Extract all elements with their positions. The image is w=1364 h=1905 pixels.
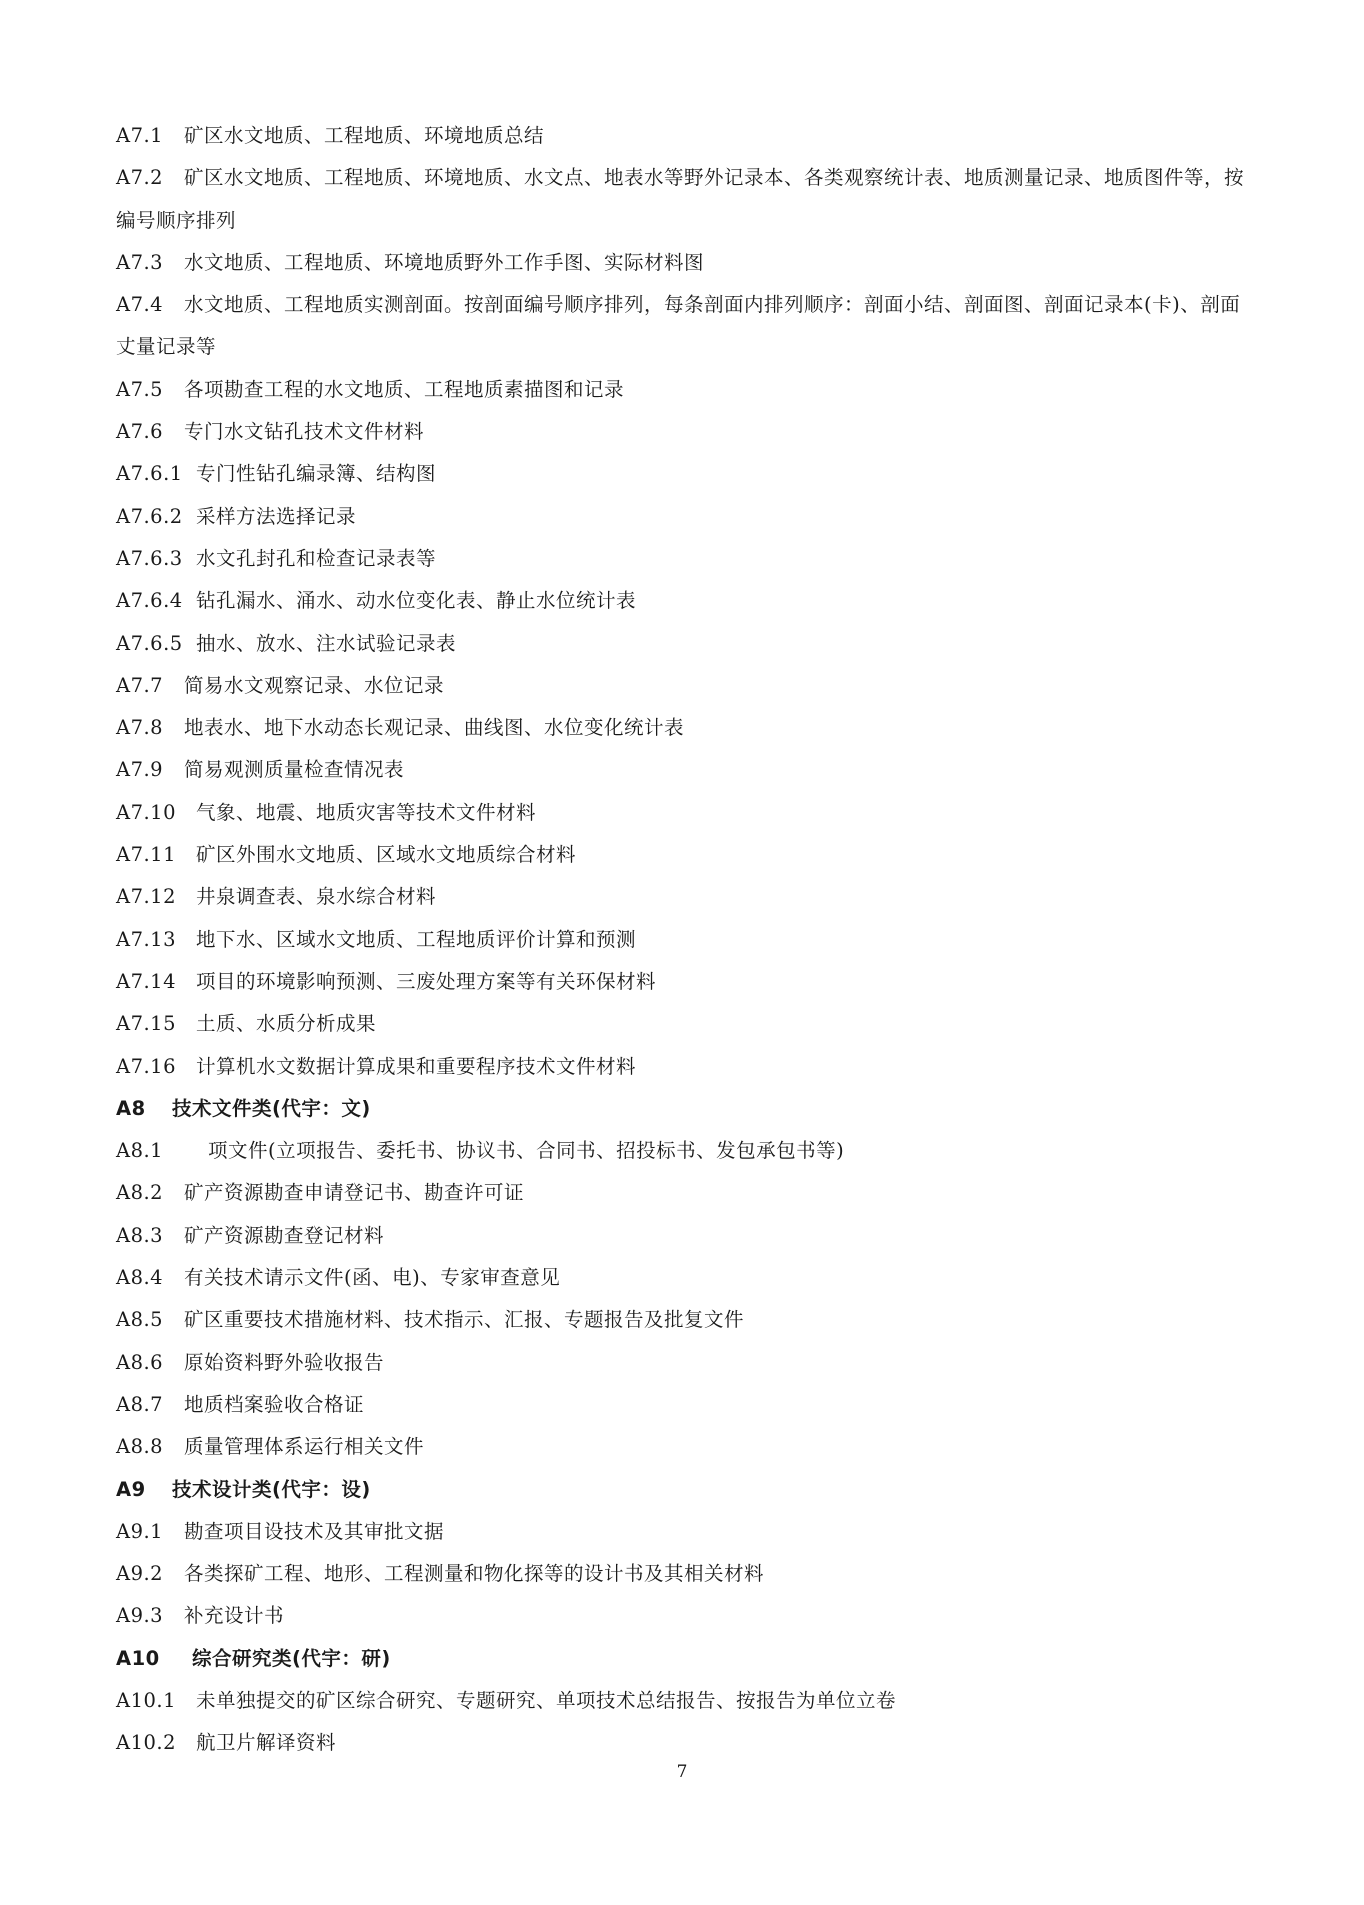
section-heading [116,1638,1246,1680]
item-text: 水文孔封孔和检查记录表等 [196,546,437,570]
item-text: 气象、地震、地质灾害等技术文件材料 [196,800,537,824]
list-item [116,665,1246,707]
item-text: 勘查项目设技术及其审批文据 [184,1519,445,1543]
item-number: A7.4 [116,293,164,317]
section-title: 综合研究类(代宇：研) [192,1646,391,1670]
item-text: 矿产资源勘查申请登记书、勘查许可证 [184,1181,525,1205]
list-item [116,538,1246,580]
list-item [116,834,1246,876]
item-number: A7.11 [116,843,177,867]
item-text: 项目的环境影响预测、三废处理方案等有关环保材料 [196,969,657,993]
list-item [116,1680,1246,1722]
item-number: A8.2 [116,1181,164,1205]
item-text: 各类探矿工程、地形、工程测量和物化探等的设计书及其相关材料 [184,1562,765,1586]
item-number: A7.16 [116,1054,177,1078]
item-text: 简易水文观察记录、水位记录 [184,673,445,697]
item-number: A8.1 [116,1139,164,1163]
item-number: A8.4 [116,1266,164,1290]
item-number: A7.3 [116,250,164,274]
item-text: 专门性钻孔编录簿、结构图 [196,462,437,486]
item-text: 原始资料野外验收报告 [184,1350,385,1374]
item-number: A10.1 [116,1688,177,1712]
item-text: 矿区水文地质、工程地质、环境地质总结 [184,124,545,147]
list-item [116,1426,1246,1468]
item-text: 矿区水文地质、工程地质、环境地质、水文点、地表水等野外记录本、各类观察统计表、地质测量记录、地质图件等，按编号顺序排列 [116,166,1245,232]
list-item [116,707,1246,749]
page-number: 7 [676,1762,688,1782]
item-number: A8.5 [116,1308,164,1332]
list-item [116,411,1246,453]
item-number: A7.10 [116,800,177,824]
item-text: 地质档案验收合格证 [184,1392,365,1416]
item-number: A7.6.1 [116,462,183,486]
section-heading [116,1469,1246,1511]
item-number: A7.7 [116,673,164,697]
list-item [116,1722,1246,1764]
list-item [116,876,1246,918]
item-text: 采样方法选择记录 [196,504,357,528]
item-number: A7.1 [116,124,164,147]
item-text: 有关技术请示文件(函、电)、专家审查意见 [184,1266,561,1290]
list-item [116,919,1246,961]
section-heading [116,1088,1246,1130]
list-item [116,580,1246,622]
item-text: 矿区重要技术措施材料、技术指示、汇报、专题报告及批复文件 [184,1308,745,1332]
item-number: A7.8 [116,716,164,740]
list-item [116,1299,1246,1341]
item-text: 计算机水文数据计算成果和重要程序技术文件材料 [196,1054,637,1078]
item-text: 专门水文钻孔技术文件材料 [184,420,425,444]
item-text: 水文地质、工程地质、环境地质野外工作手图、实际材料图 [184,250,705,274]
item-number: A7.6.4 [116,589,183,613]
list-item [116,1595,1246,1637]
item-number: A7.6.5 [116,631,183,655]
item-number: A7.6 [116,420,164,444]
item-text: 抽水、放水、注水试验记录表 [196,631,457,655]
item-number: A8.8 [116,1435,164,1459]
item-number: A8.7 [116,1392,164,1416]
item-text: 航卫片解译资料 [196,1731,337,1755]
list-item [116,1215,1246,1257]
item-number: A7.15 [116,1012,177,1036]
item-number: A7.14 [116,969,177,993]
item-text: 井泉调查表、泉水综合材料 [196,885,437,909]
list-item [116,1553,1246,1595]
section-title: 技术设计类(代宇：设) [172,1477,371,1501]
section-number: A10 [116,1646,160,1670]
list-item [116,1130,1246,1172]
list-item [116,369,1246,411]
item-number: A9.2 [116,1562,164,1586]
list-item [116,453,1246,495]
item-text: 项文件(立项报告、委托书、协议书、合同书、招投标书、发包承包书等) [208,1139,845,1163]
list-item [116,792,1246,834]
item-text: 水文地质、工程地质实测剖面。按剖面编号顺序排列，每条剖面内排列顺序：剖面小结、剖面图、剖面记录本(卡)、剖面丈量记录等 [116,293,1241,359]
list-item [116,157,1246,242]
item-text: 矿区外围水文地质、区域水文地质综合材料 [196,843,577,867]
section-number: A8 [116,1096,146,1120]
list-item [116,284,1246,369]
section-title: 技术文件类(代宇：文) [172,1096,371,1120]
item-number: A8.6 [116,1350,164,1374]
item-text: 各项勘查工程的水文地质、工程地质素描图和记录 [184,377,625,401]
list-item [116,1257,1246,1299]
list-item [116,1384,1246,1426]
item-text: 简易观测质量检查情况表 [184,758,405,782]
list-item [116,1511,1246,1553]
item-number: A7.2 [116,166,164,190]
list-item [116,242,1246,284]
item-number: A8.3 [116,1223,164,1247]
item-text: 土质、水质分析成果 [196,1012,377,1036]
item-text: 质量管理体系运行相关文件 [184,1435,425,1459]
item-text: 地下水、区域水文地质、工程地质评价计算和预测 [196,927,637,951]
item-number: A7.5 [116,377,164,401]
item-number: A9.1 [116,1519,164,1543]
item-number: A10.2 [116,1731,177,1755]
list-item [116,1342,1246,1384]
item-number: A7.6.3 [116,546,183,570]
item-list [116,115,1246,1765]
item-text: 补充设计书 [184,1604,285,1628]
item-number: A7.12 [116,885,177,909]
list-item [116,749,1246,791]
list-item [116,115,1246,157]
item-text: 未单独提交的矿区综合研究、专题研究、单项技术总结报告、按报告为单位立卷 [196,1688,897,1712]
list-item [116,1172,1246,1214]
list-item [116,961,1246,1003]
section-number: A9 [116,1477,146,1501]
item-text: 钻孔漏水、涌水、动水位变化表、静止水位统计表 [196,589,637,613]
item-text: 矿产资源勘查登记材料 [184,1223,385,1247]
item-number: A7.6.2 [116,504,183,528]
list-item [116,623,1246,665]
list-item [116,1003,1246,1045]
item-number: A7.13 [116,927,177,951]
item-number: A7.9 [116,758,164,782]
list-item [116,496,1246,538]
item-text: 地表水、地下水动态长观记录、曲线图、水位变化统计表 [184,716,685,740]
item-number: A9.3 [116,1604,164,1628]
list-item [116,1046,1246,1088]
